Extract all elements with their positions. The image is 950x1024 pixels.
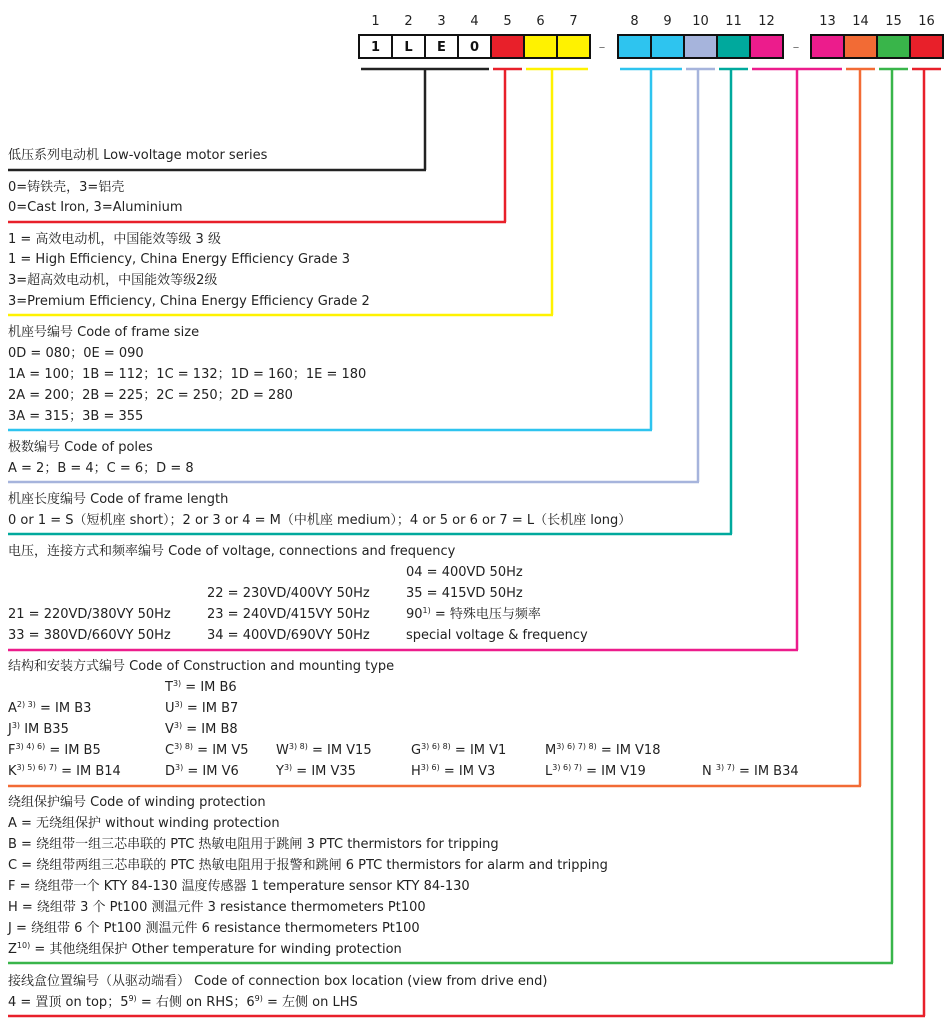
voltage-code-special: $90^{1)}$ = 特殊电压与频率: [406, 606, 541, 622]
mounting-code: $V^{3)}$ = IM B8: [165, 721, 238, 737]
code-box-letter: 0: [469, 40, 480, 55]
winding-line: $Z^{10)}$ = 其他绕组保护 Other temperature for winding protection: [8, 941, 402, 957]
position-number: 2: [404, 14, 413, 29]
voltage-code: 21 = 220VD/380VY 50Hz: [8, 607, 171, 622]
winding-title: 绕组保护编号 Code of winding protection: [8, 795, 266, 810]
voltage-title: 电压，连接方式和频率编号 Code of voltage, connections and frequency: [8, 544, 456, 559]
mounting-code: N $^{3) 7)}$ = IM B34: [702, 763, 799, 779]
winding-line: A = 无绕组保护 without winding protection: [8, 816, 280, 831]
code-box: [652, 36, 683, 57]
efficiency-line: 3=超高效电动机，中国能效等级2级: [8, 273, 218, 288]
code-box: [525, 36, 556, 57]
code-box-letter: 1: [370, 40, 381, 55]
frame-size-title: 机座号编号 Code of frame size: [8, 325, 200, 340]
position-number: 13: [819, 14, 836, 29]
position-number: 11: [725, 14, 742, 29]
frame-length-line: 0 or 1 = S（短机座 short）；2 or 3 or 4 = M（中机座 medium）；4 or 5 or 6 or 7 = L（长机座 long）: [8, 513, 632, 528]
code-box: [718, 36, 749, 57]
housing-line-zh: 0=铸铁壳，3=铝壳: [8, 180, 125, 195]
position-number: 15: [885, 14, 902, 29]
connection-box-line: 4 = 置顶 on top；$5^{9)}$ = 右侧 on RHS；$6^{9)}$ = 左侧 on LHS: [8, 994, 358, 1010]
voltage-code: 33 = 380VD/660VY 50Hz: [8, 628, 171, 643]
winding-line: H = 绕组带 3 个 Pt100 测温元件 3 resistance thermometers Pt100: [8, 900, 426, 915]
position-number: 4: [470, 14, 479, 29]
winding-line: C = 绕组带两组三芯串联的 PTC 热敏电阻用于报警和跳闸 6 PTC thermistors for alarm and tripping: [8, 858, 608, 873]
housing-line-en: 0=Cast Iron, 3=Aluminium: [8, 200, 183, 215]
voltage-code: 35 = 415VD 50Hz: [406, 586, 523, 601]
connection-box-title: 接线盒位置编号（从驱动端看） Code of connection box location (view from drive end): [8, 974, 548, 989]
position-number: 14: [852, 14, 869, 29]
winding-line: J = 绕组带 6 个 Pt100 测温元件 6 resistance thermometers Pt100: [8, 921, 420, 936]
voltage-code: 22 = 230VD/400VY 50Hz: [207, 586, 370, 601]
mounting-code: $H^{3) 6)}$ = IM V3: [411, 763, 496, 779]
mounting-code: $W^{3) 8)}$ = IM V15: [276, 742, 372, 758]
voltage-code: 23 = 240VD/415VY 50Hz: [207, 607, 370, 622]
position-number: 9: [663, 14, 672, 29]
position-number: 6: [536, 14, 545, 29]
motor-series-label: 低压系列电动机 Low-voltage motor series: [8, 148, 268, 163]
poles-line: A = 2；B = 4；C = 6；D = 8: [8, 461, 194, 476]
mounting-code: $F^{3) 4) 6)}$ = IM B5: [8, 742, 101, 758]
position-number: 5: [503, 14, 512, 29]
position-numbers: [371, 14, 934, 29]
code-box: [492, 36, 523, 57]
code-box-letter: L: [404, 40, 413, 55]
winding-line: B = 绕组带一组三芯串联的 PTC 热敏电阻用于跳闸 3 PTC thermistors for tripping: [8, 837, 499, 852]
frame-size-line: 3A = 315；3B = 355: [8, 409, 144, 424]
frame-size-line: 1A = 100；1B = 112；1C = 132；1D = 160；1E = 180: [8, 367, 367, 382]
mounting-code: $J^{3)}$ IM B35: [8, 721, 69, 737]
mounting-code: $C^{3) 8)}$ = IM V5: [165, 742, 249, 758]
position-number: 16: [918, 14, 935, 29]
code-box: [558, 36, 589, 57]
separator-dash: –: [598, 40, 606, 55]
position-number: 10: [692, 14, 709, 29]
efficiency-line: 1 = High Efficiency, China Energy Efficiency Grade 3: [8, 252, 351, 267]
mounting-code: $G^{3) 6) 8)}$ = IM V1: [411, 742, 507, 758]
code-box: [685, 36, 716, 57]
mounting-code: $L^{3) 6) 7)}$ = IM V19: [545, 763, 646, 779]
mounting-code: $T^{3)}$ = IM B6: [165, 679, 237, 695]
position-number: 12: [758, 14, 775, 29]
position-number: 3: [437, 14, 446, 29]
position-number: 8: [630, 14, 639, 29]
poles-title: 极数编号 Code of poles: [8, 440, 153, 455]
separator-dash: –: [792, 40, 800, 55]
code-box: [751, 36, 782, 57]
mounting-code: $D^{3)}$ = IM V6: [165, 763, 239, 779]
voltage-code: 34 = 400VD/690VY 50Hz: [207, 628, 370, 643]
code-box: [911, 36, 942, 57]
code-box: [845, 36, 876, 57]
efficiency-line: 3=Premium Efficiency, China Energy Efficiency Grade 2: [8, 294, 370, 309]
mounting-code: $U^{3)}$ = IM B7: [165, 700, 239, 716]
mounting-code: $Y^{3)}$ = IM V35: [276, 763, 356, 779]
mounting-code: $M^{3) 6) 7) 8)}$ = IM V18: [545, 742, 661, 758]
frame-length-title: 机座长度编号 Code of frame length: [8, 492, 229, 507]
winding-line: F = 绕组带一个 KTY 84-130 温度传感器 1 temperature sensor KTY 84-130: [8, 879, 470, 894]
code-box: [812, 36, 843, 57]
voltage-code: special voltage & frequency: [406, 628, 588, 643]
code-box-letter: E: [437, 40, 446, 55]
mounting-code: $K^{3) 5) 6) 7)}$ = IM B14: [8, 763, 121, 779]
frame-size-line: 2A = 200；2B = 225；2C = 250；2D = 280: [8, 388, 293, 403]
code-box: [878, 36, 909, 57]
voltage-code: 04 = 400VD 50Hz: [406, 565, 523, 580]
code-boxes: [358, 34, 944, 59]
frame-size-line: 0D = 080；0E = 090: [8, 346, 144, 361]
efficiency-line: 1 = 高效电动机，中国能效等级 3 级: [8, 232, 221, 247]
code-box: [619, 36, 650, 57]
position-number: 7: [569, 14, 578, 29]
mounting-title: 结构和安装方式编号 Code of Construction and mounting type: [8, 659, 395, 674]
mounting-code: $A^{2) 3)}$ = IM B3: [8, 700, 92, 716]
position-number: 1: [371, 14, 380, 29]
